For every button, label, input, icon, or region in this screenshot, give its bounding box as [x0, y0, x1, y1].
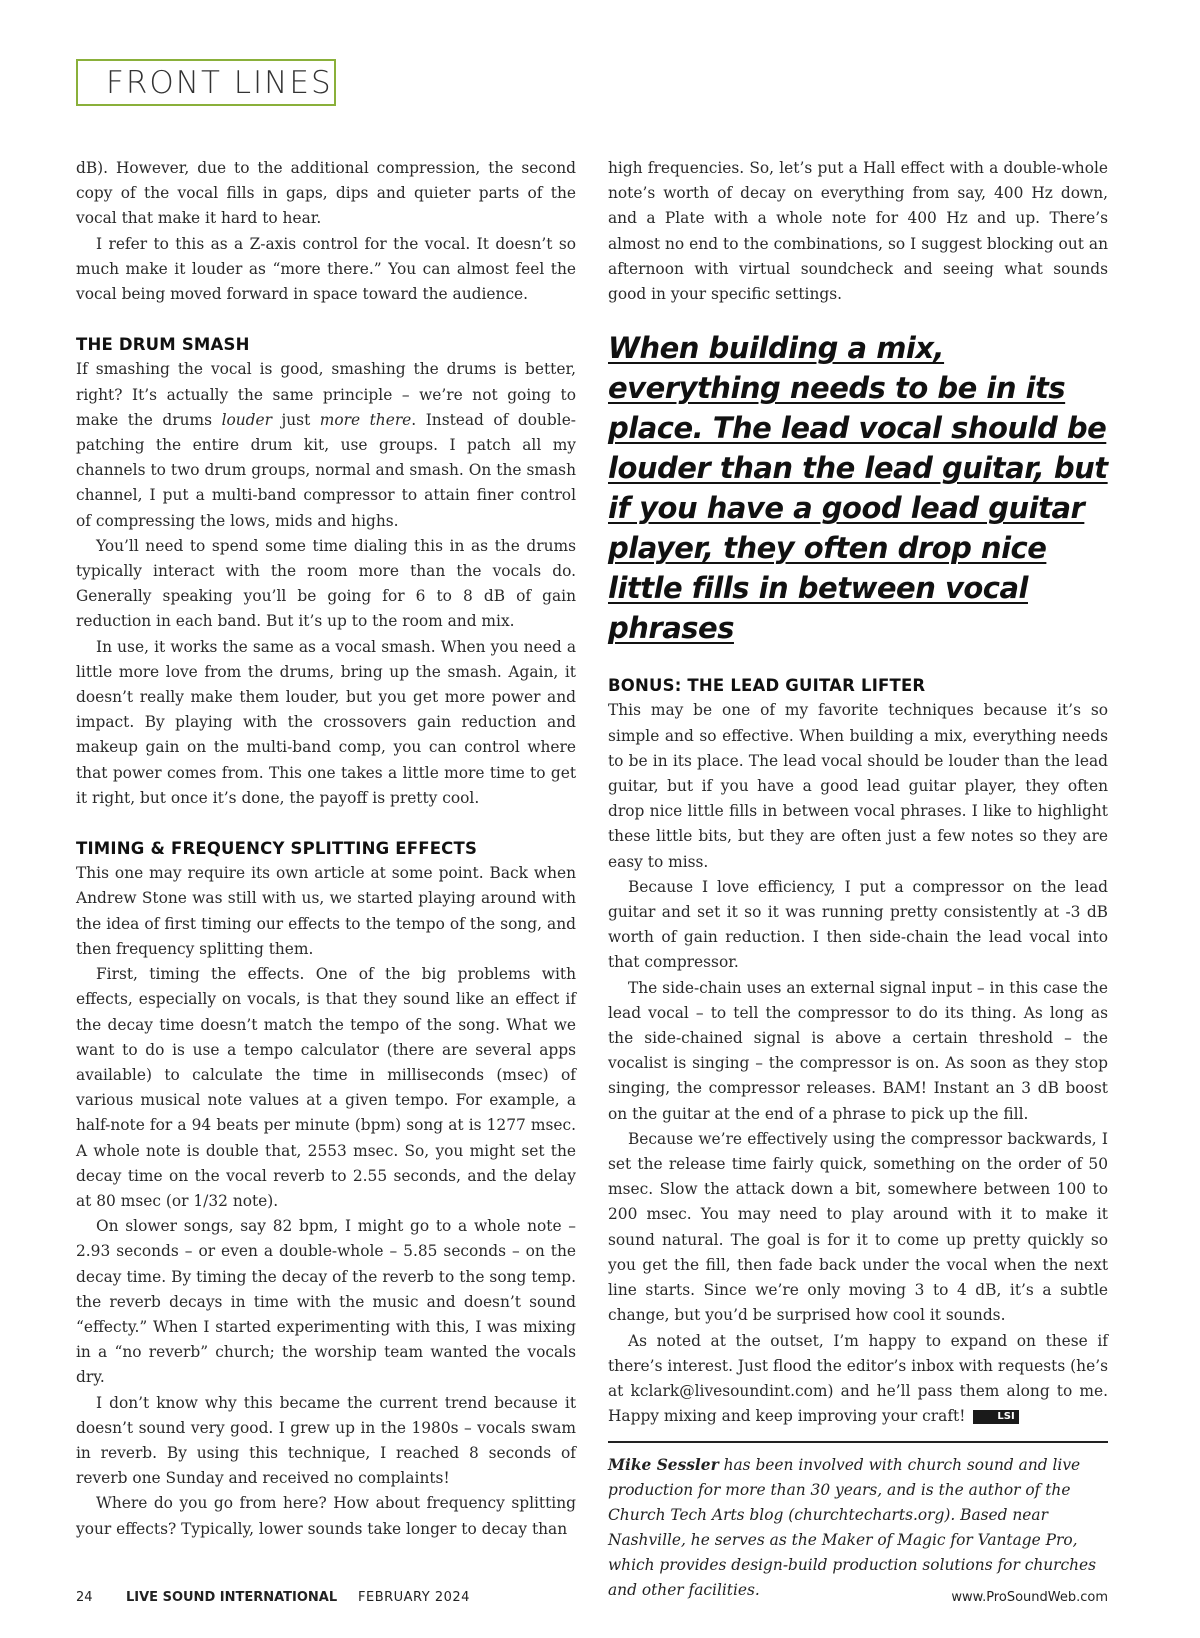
body-paragraph: dB). However, due to the additional compression, the second copy of the vocal fills in gaps, dips and quieter parts of the vocal that make it hard to hear.	[76, 159, 576, 228]
text-run: If smashing the vocal is good, smashing the drums is better, right? It’s actually the same principle – we’re not going to make the drums	[76, 360, 576, 429]
closing-text: As noted at the outset, I’m happy to expand on these if there’s interest. Just flood the editor’s inbox with requests (he’s at kclark@livesoundint.com) and he’ll pass them along to me. Happy mixing and keep improving your craft!	[608, 1331, 1108, 1426]
body-paragraph: Because I love efficiency, I put a compressor on the lead guitar and set it so it was running pretty consistently at -3 dB worth of gain reduction. I then side-chain the lead vocal into that compressor.	[608, 877, 1108, 972]
left-column	[76, 156, 576, 1542]
body-paragraph: This may be one of my favorite techniques because it’s so simple and so effective. When building a mix, everything needs to be in its place. The lead vocal should be louder than the lead guitar, but if you have a good lead guitar player, they often drop nice little fills in between vocal phrases. I like to highlight these little bits, but they are often just a few notes so they are easy to miss.	[608, 701, 1108, 871]
right-column	[608, 156, 1108, 1603]
section-header	[76, 59, 336, 106]
bio-text: has been involved with church sound and live production for more than 30 years, and is the author of the Church Tech Arts blog (churchtecharts.org). Based near Nashville, he serves as the Maker of Magic for Vantage Pro, which provides design-build production solutions for churches and other facilities.	[608, 1456, 1097, 1600]
section-title: FRONT LINES	[106, 65, 333, 101]
section-heading-timing: TIMING & FREQUENCY SPLITTING EFFECTS	[76, 839, 478, 859]
section-heading-bonus: BONUS: THE LEAD GUITAR LIFTER	[608, 676, 926, 696]
lsi-end-badge: LSI	[973, 1410, 1018, 1424]
body-paragraph: The side-chain uses an external signal input – in this case the lead vocal – to tell the compressor to do its thing. As long as the side-chained signal is above a certain threshold – the vocalist is singing – the compressor is on. As soon as they stop singing, the compressor releases. BAM! Instant an 3 dB boost on the guitar at the end of a phrase to pick up the fill.	[608, 978, 1108, 1123]
body-paragraph	[608, 1329, 1108, 1430]
emphasis: louder	[221, 410, 272, 429]
magazine-name: LIVE SOUND INTERNATIONAL	[126, 1590, 338, 1605]
body-paragraph: high frequencies. So, let’s put a Hall effect with a double-whole note’s worth of decay on everything from say, 400 Hz down, and a Plate with a whole note for 400 Hz and up. There’s almost no end to the combinations, so I suggest blocking out an afternoon with virtual soundcheck and seeing what sounds good in your specific settings.	[608, 159, 1108, 304]
body-paragraph: First, timing the effects. One of the big problems with effects, especially on vocals, is that they sound like an effect if the decay time doesn’t match the tempo of the song. What we want to do is use a tempo calculator (there are several apps available) to calculate the time in milliseconds (msec) of various musical note values at a given tempo. For example, a half-note for a 94 beats per minute (bpm) song at is 1277 msec. A whole note is double that, 2553 msec. So, you might set the decay time on the vocal reverb to 2.55 seconds, and the delay at 80 msec (or 1/32 note).	[76, 965, 576, 1210]
body-paragraph: In use, it works the same as a vocal smash. When you need a little more love from the drums, bring up the smash. Again, it doesn’t really make them louder, but you get more power and impact. By playing with the crossovers gain reduction and makeup gain on the multi-band comp, you can control where that power comes from. This one takes a little more time to get it right, but once it’s done, the payoff is pretty cool.	[76, 637, 576, 807]
emphasis: more there	[319, 410, 412, 429]
page-footer	[76, 1590, 1108, 1610]
body-paragraph: On slower songs, say 82 bpm, I might go to a whole note – 2.93 seconds – or even a double-whole – 5.85 seconds – on the decay time. By timing the decay of the reverb to the song temp. the reverb decays in time with the music and doesn’t sound “effecty.” When I started experimenting with this, I was mixing in a “no reverb” church; the worship team wanted the vocals dry.	[76, 1217, 576, 1387]
author-name: Mike Sessler	[608, 1456, 719, 1475]
pull-quote: When building a mix, everything needs to be in its place. The lead vocal should be louder than the lead guitar, but if you have a good lead guitar player, they often drop nice little fills in between vocal phrases	[608, 331, 1108, 646]
body-paragraph: Because we’re effectively using the compressor backwards, I set the release time fairly quick, something on the order of 50 msec. Slow the attack down a bit, somewhere between 100 to 200 msec. You may need to play around with it to make it sound natural. The goal is for it to come up pretty quickly so you get the fill, then fade back under the vocal when the next line starts. Since we’re only moving 3 to 4 dB, it’s a subtle change, but you’d be surprised how cool it sounds.	[608, 1129, 1108, 1325]
body-paragraph: I refer to this as a Z-axis control for the vocal. It doesn’t so much make it louder as “more there.” You can almost feel the vocal being moved forward in space toward the audience.	[76, 234, 576, 304]
text-run: just	[271, 410, 320, 429]
body-paragraph: You’ll need to spend some time dialing this in as the drums typically interact with the room more than the vocals do. Generally speaking you’ll be going for 6 to 8 dB of gain reduction in each band. But it’s up to the room and mix.	[76, 536, 576, 631]
bio-divider	[608, 1441, 1108, 1443]
issue-date: FEBRUARY 2024	[358, 1590, 470, 1605]
page-number: 24	[76, 1590, 93, 1605]
text-run: . Instead of double-patching the entire drum kit, use groups. I patch all my channels to two drum groups, normal and smash. On the smash channel, I put a multi-band compressor to attain finer control of compressing the lows, mids and highs.	[76, 410, 577, 530]
section-heading-drum-smash: THE DRUM SMASH	[76, 335, 250, 355]
body-paragraph: I don’t know why this became the current trend because it doesn’t sound very good. I grew up in the 1980s – vocals swam in reverb. By using this technique, I reached 8 seconds of reverb one Sunday and received no complaints!	[76, 1393, 576, 1488]
website-link[interactable]: www.ProSoundWeb.com	[951, 1590, 1108, 1605]
body-paragraph: This one may require its own article at some point. Back when Andrew Stone was still with us, we started playing around with the idea of first timing our effects to the tempo of the song, and then frequency splitting them.	[76, 864, 576, 958]
body-paragraph	[76, 357, 576, 533]
body-paragraph: Where do you go from here? How about frequency splitting your effects? Typically, lower sounds take longer to decay than	[76, 1494, 576, 1538]
author-bio	[608, 1453, 1108, 1603]
